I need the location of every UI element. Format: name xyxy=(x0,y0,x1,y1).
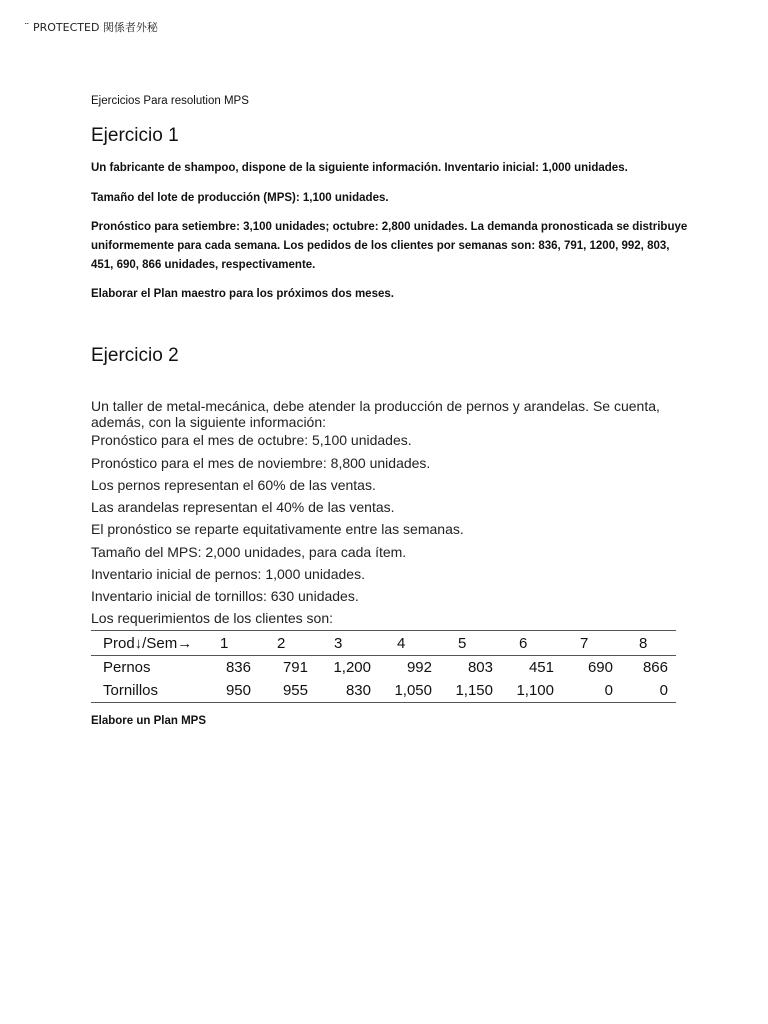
document-title: Ejercicios Para resolution MPS xyxy=(91,95,249,107)
row-label: Tornillos xyxy=(103,682,159,699)
exercise-2-line: Los pernos representan el 60% de las ventas. xyxy=(91,477,376,493)
table-cell: 866 xyxy=(642,659,668,676)
exercise-1-paragraph-4: Elaborar el Plan maestro para los próximos dos meses. xyxy=(91,288,394,300)
exercise-2-intro: Un taller de metal-mecánica, debe atender la producción de pernos y arandelas. Se cuenta, además, con la siguiente información: xyxy=(91,398,660,430)
week-header: 3 xyxy=(316,631,379,656)
table-cell: 1,050 xyxy=(394,682,432,699)
exercise-1-paragraph-1: Un fabricante de shampoo, dispone de la siguiente información. Inventario inicial: 1,000 unidades. xyxy=(91,162,628,174)
table-cell: 1,150 xyxy=(455,682,493,699)
table-corner-header: Prod↓/Sem→ xyxy=(91,631,202,656)
exercise-1-paragraph-2: Tamaño del lote de producción (MPS): 1,100 unidades. xyxy=(91,192,389,204)
week-header: 4 xyxy=(379,631,440,656)
exercise-1-heading: Ejercicio 1 xyxy=(91,125,179,146)
exercise-2-line: Tamaño del MPS: 2,000 unidades, para cada ítem. xyxy=(91,544,407,560)
week-header: 7 xyxy=(562,631,621,656)
requirements-table xyxy=(91,630,676,703)
table-cell: 791 xyxy=(282,659,308,676)
table-cell: 0 xyxy=(659,682,668,699)
table-cell: 1,100 xyxy=(516,682,554,699)
table-row xyxy=(91,656,676,680)
exercise-1-paragraph-3: Pronóstico para setiembre: 3,100 unidades; octubre: 2,800 unidades. La demanda pronosticada se distribuye uniformemente para cada semana. Los pedidos de los clientes por semanas son: 836, 791, 1200, 992, 803, 451, 690, 866 unidades, respectivamente. xyxy=(91,221,688,271)
table-cell: 451 xyxy=(528,659,554,676)
classification-label: ¨ PROTECTED 関係者外秘 xyxy=(24,21,158,34)
exercise-2-line: Inventario inicial de tornillos: 630 unidades. xyxy=(91,588,359,604)
row-label: Pernos xyxy=(103,659,151,676)
week-header: 6 xyxy=(501,631,562,656)
table-cell: 803 xyxy=(467,659,493,676)
table-cell: 1,200 xyxy=(333,659,371,676)
week-header: 2 xyxy=(259,631,316,656)
week-header: 5 xyxy=(440,631,501,656)
week-header: 8 xyxy=(621,631,676,656)
exercise-2-line: Inventario inicial de pernos: 1,000 unidades. xyxy=(91,566,365,582)
table-row xyxy=(91,679,676,703)
table-cell: 992 xyxy=(406,659,432,676)
table-cell: 836 xyxy=(225,659,251,676)
exercise-2-closing: Elabore un Plan MPS xyxy=(91,715,207,727)
table-cell: 830 xyxy=(345,682,371,699)
table-cell: 0 xyxy=(604,682,613,699)
exercise-2-line: Las arandelas representan el 40% de las ventas. xyxy=(91,499,395,515)
table-cell: 950 xyxy=(225,682,251,699)
week-header: 1 xyxy=(202,631,259,656)
table-cell: 690 xyxy=(587,659,613,676)
table-header-row xyxy=(91,631,676,656)
exercise-2-line: Los requerimientos de los clientes son: xyxy=(91,610,334,626)
table-cell: 955 xyxy=(282,682,308,699)
exercise-2-line: Pronóstico para el mes de octubre: 5,100 unidades. xyxy=(91,432,412,448)
exercise-2-heading: Ejercicio 2 xyxy=(91,345,179,366)
exercise-2-line: Pronóstico para el mes de noviembre: 8,800 unidades. xyxy=(91,455,431,471)
exercise-2-line: El pronóstico se reparte equitativamente entre las semanas. xyxy=(91,521,464,537)
